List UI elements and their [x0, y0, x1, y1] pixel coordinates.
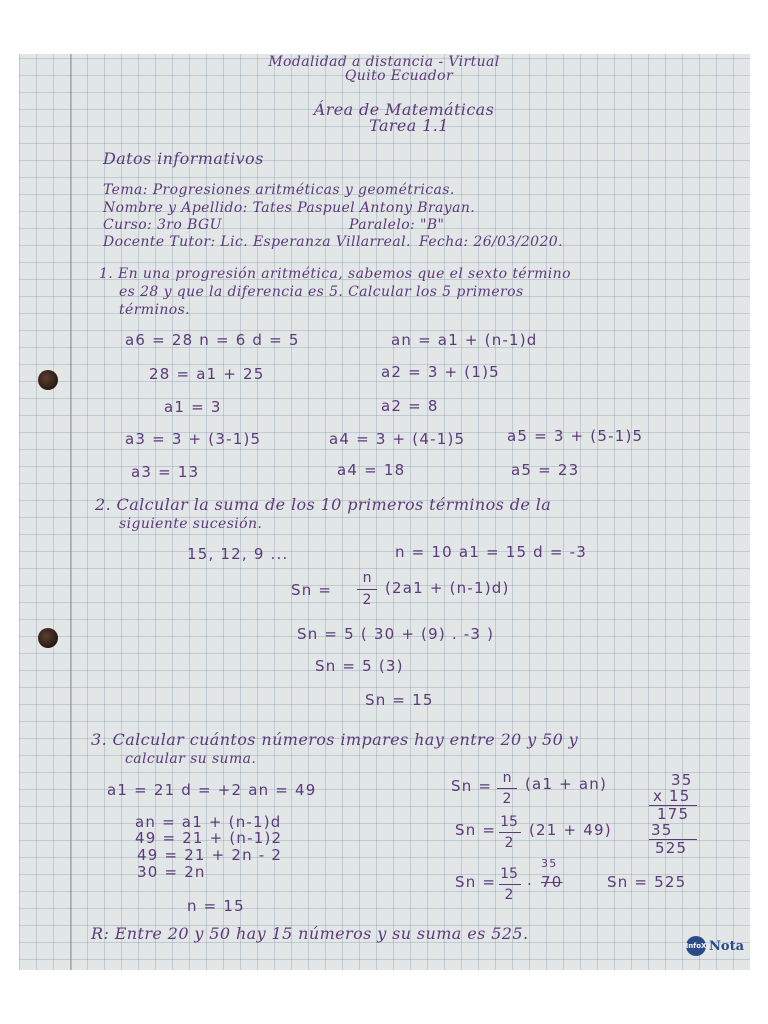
p3-sum-lhs-3: Sn = — [455, 873, 497, 891]
p3-sub-bar — [499, 832, 521, 833]
p3-statement-2: calcular su suma. — [125, 751, 257, 767]
info-heading: Datos informativos — [103, 149, 264, 168]
p2-formula-rest: (2a1 + (n-1)d) — [385, 579, 510, 597]
p3-sum-lhs: Sn = — [451, 777, 493, 795]
mult-p1: 175 — [657, 805, 690, 823]
p3-sum-bar — [497, 788, 517, 789]
notebook-photo — [19, 54, 750, 970]
p3-simpl-cancel: 70 — [541, 873, 563, 891]
p1-formula: an = a1 + (n-1)d — [391, 331, 538, 349]
p2-formula-den: 2 — [362, 592, 372, 608]
p1-statement-1: 1. En una progresión aritmética, sabemos que el sexto término — [99, 266, 571, 282]
p3-sum-rest: (a1 + an) — [525, 775, 608, 793]
p1-a3-expr: a3 = 3 + (3-1)5 — [125, 430, 262, 448]
p3-sum-num: n — [502, 770, 512, 786]
mult-p2: 35 — [651, 821, 673, 839]
p3-step3: 30 = 2n — [137, 863, 206, 881]
info-date: Fecha: 26/03/2020. — [419, 234, 563, 250]
p3-simpl-bar — [499, 884, 521, 885]
p3-sum-result: Sn = 525 — [607, 873, 687, 891]
p3-answer: R: Entre 20 y 50 hay 15 números y su suma es 525. — [91, 924, 529, 943]
p1-a5-result: a5 = 23 — [511, 461, 580, 479]
p1-a4-result: a4 = 18 — [337, 461, 406, 479]
p1-given: a6 = 28 n = 6 d = 5 — [125, 331, 300, 349]
p3-n-result: n = 15 — [187, 897, 245, 915]
p1-step1: 28 = a1 + 25 — [149, 365, 265, 383]
p3-step1: 49 = 21 + (n-1)2 — [135, 829, 283, 847]
p2-result: Sn = 15 — [365, 691, 434, 709]
p3-simpl-den: 2 — [504, 887, 514, 903]
p2-given: n = 10 a1 = 15 d = -3 — [395, 543, 587, 561]
p2-formula-num: n — [362, 570, 372, 586]
header-modality: Modalidad a distancia - Virtual — [268, 54, 500, 70]
p3-sub-den: 2 — [504, 835, 514, 851]
header-location: Quito Ecuador — [344, 68, 454, 84]
nota-logo — [686, 936, 744, 956]
p3-sum-den: 2 — [502, 791, 512, 807]
p1-statement-3: términos. — [119, 302, 191, 318]
info-topic: Tema: Progresiones aritméticas y geométricas. — [103, 182, 455, 198]
mult-a: 35 — [671, 771, 693, 789]
p3-statement-1: 3. Calcular cuántos números impares hay entre 20 y 50 y — [91, 730, 579, 749]
p1-a4-expr: a4 = 3 + (4-1)5 — [329, 430, 466, 448]
p2-step1: Sn = 5 ( 30 + (9) . -3 ) — [297, 625, 495, 643]
info-course: Curso: 3ro BGU — [103, 217, 222, 233]
grid-paper-sheet: Modalidad a distancia - Virtual Quito Ecuador Área de Matemáticas Tarea 1.1 Datos informativos Tema: Progresiones aritméticas y geométricas. Nombre y Apellido: Tates Paspuel Antony Brayan. Curso: 3ro BGU Paralelo: "B" Docente Tutor: Lic. Esperanza Villarreal. Fecha: 26/03/2020. 1. En una progresión aritmética, sabemos que el sexto término es 28 y que la diferencia es 5. Calcular los 5 primeros términos. a6 = 28 n = 6 d = 5 an = a1 + (n-1)d 28 = a1 + 25 a2 = 3 + (1)5 a1 = 3 a2 = 8 a3 = 3 + (3-1)5 a4 = 3 + (4-1)5 a5 = 3 + (5-1)5 a3 = 13 a4 = 18 a5 = 23 2. Calcular la suma de los 10 primeros términos de la siguiente sucesión. 15, 12, 9 ... n = 10 a1 = 15 d = -3 Sn = n 2 (2a1 + (n-1)d) Sn = 5 ( 30 + (9) . -3 ) Sn = 5 (3) Sn = 15 3. Calcular cuántos números impares hay entre 20 y 50 y calcular su suma. a1 = 21 d = +2 an = 49 an = a1 + (n-1)d 49 = 21 + (n-1)2 49 = 21 + 2n - 2 30 = 2n n = 15 Sn = n 2 (a1 + an) Sn = 15 2 (21 + 49) Sn = 15 2 . 70 35 Sn = 525 35 x 15 175 35 525 R: Entre 20 y 50 hay 15 números y su suma es 525. InfoX Nota — [19, 54, 750, 970]
info-name: Nombre y Apellido: Tates Paspuel Antony Brayan. — [103, 200, 476, 216]
p1-a5-expr: a5 = 3 + (5-1)5 — [507, 427, 644, 445]
info-teacher: Docente Tutor: Lic. Esperanza Villarreal. — [103, 234, 411, 250]
p3-sub-num: 15 — [500, 814, 518, 830]
p1-a2-result: a2 = 8 — [381, 397, 439, 415]
header-area: Área de Matemáticas — [313, 100, 495, 119]
p3-simpl-above: 35 — [541, 857, 558, 870]
p2-formula-lhs: Sn = — [291, 581, 333, 599]
p3-sum-lhs-2: Sn = — [455, 821, 497, 839]
header-task: Tarea 1.1 — [369, 116, 449, 135]
p2-step2: Sn = 5 (3) — [315, 657, 404, 675]
p1-a1-result: a1 = 3 — [164, 398, 222, 416]
info-parallel: Paralelo: "B" — [349, 217, 445, 233]
nota-logo-text: Nota — [709, 938, 744, 954]
p3-step2: 49 = 21 + 2n - 2 — [137, 846, 283, 864]
p1-a2-expr: a2 = 3 + (1)5 — [381, 363, 500, 381]
p2-fraction-bar — [357, 589, 377, 590]
p1-a3-result: a3 = 13 — [131, 463, 200, 481]
nota-logo-badge: InfoX — [686, 936, 706, 956]
mult-b: x 15 — [653, 787, 691, 805]
p2-sequence: 15, 12, 9 ... — [187, 545, 289, 563]
p2-statement-1: 2. Calcular la suma de los 10 primeros términos de la — [95, 495, 552, 514]
p3-an-formula: an = a1 + (n-1)d — [135, 813, 282, 831]
p1-statement-2: es 28 y que la diferencia es 5. Calcular los 5 primeros — [119, 284, 524, 300]
p3-given: a1 = 21 d = +2 an = 49 — [107, 781, 317, 799]
p2-statement-2: siguiente sucesión. — [119, 516, 263, 532]
p3-sub-rest: (21 + 49) — [529, 821, 612, 839]
p3-simpl-num: 15 — [500, 866, 518, 882]
mult-total: 525 — [655, 839, 688, 857]
margin-line — [70, 54, 72, 970]
binder-hole-bottom — [38, 628, 58, 648]
binder-hole-top — [38, 370, 58, 390]
